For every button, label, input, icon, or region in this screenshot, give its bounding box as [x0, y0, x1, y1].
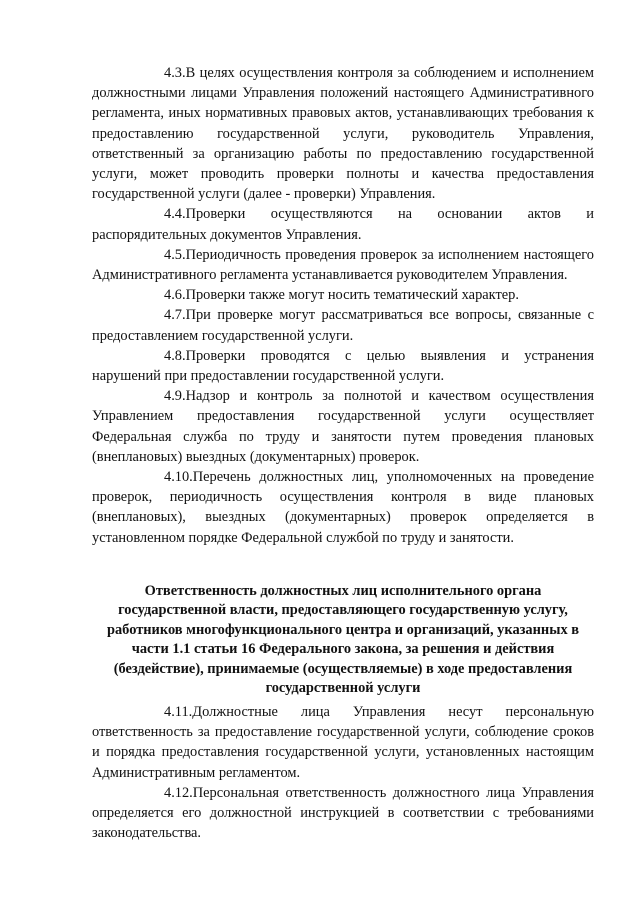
section-responsibility-paragraphs [92, 702, 594, 843]
paragraph-text: Периодичность проведения проверок за исполнением настоящего Административного регламента устанавливается руководителем Управления. [92, 246, 594, 284]
paragraph-4-12 [92, 783, 594, 844]
paragraph-text: Проверки осуществляются на основании актов и распорядительных документов Управления. [92, 206, 594, 243]
paragraph-number: 4.4. [164, 206, 186, 223]
paragraph-number: 4.8. [164, 347, 186, 364]
paragraph-number: 4.7. [164, 307, 186, 324]
paragraph-number: 4.11. [164, 704, 193, 720]
paragraph-text: Проверки проводятся с целью выявления и устранения нарушений при предоставлении государственной услуги. [92, 347, 594, 385]
paragraph-4-3 [92, 63, 594, 204]
paragraph-4-9 [92, 386, 594, 467]
paragraph-text: Перечень должностных лиц, уполномоченных на проведение проверок, периодичность осуществления контроля в виде плановых (внеплановых), выездных (документарных) проверок определяется в установленном порядке Федеральной службой по труду и занятости. [92, 469, 594, 546]
paragraph-4-6 [92, 285, 594, 305]
section-heading: Ответственность должностных лиц исполнительного органа государственной власти, предоставляющего государственную услугу, работников многофункционального центра и организаций, указанных в части 1.1 статьи 16 Федерального закона, за решения и действия (бездействие), принимаемые (осуществляемые) в ходе предоставления государственной услуги [106, 583, 580, 697]
paragraph-4-7 [92, 305, 594, 345]
paragraph-number: 4.3. [164, 65, 186, 81]
paragraph-text: Проверки также могут носить тематический характер. [185, 287, 519, 304]
paragraph-text: Надзор и контроль за полнотой и качеством осуществления Управлением предоставления государственной услуги осуществляет Федеральная служба по труду и занятости путем проведения плановых (внеплановых) выездных (документарных) проверок. [92, 388, 594, 465]
paragraph-text: В целях осуществления контроля за соблюдением и исполнением должностными лицами Управления положений настоящего Административного регламента, иных нормативных правовых актов, устанавливающих требования к предоставлению государственной услуги, руководитель Управления, ответственный за организацию работы по предоставлению государственной услуги, может проводить проверки полноты и качества предоставления государственной услуги (далее - проверки) Управления. [92, 65, 594, 203]
section-control-paragraphs [92, 63, 594, 548]
paragraph-number: 4.12. [164, 784, 193, 801]
paragraph-4-8 [92, 346, 594, 386]
paragraph-4-5 [92, 245, 594, 285]
paragraph-text: Персональная ответственность должностного лица Управления определяется его должностной инструкцией в соответствии с требованиями законодательства. [92, 784, 594, 842]
paragraph-text: При проверке могут рассматриваться все вопросы, связанные с предоставлением государственной услуги. [92, 307, 594, 344]
paragraph-text: Должностные лица Управления несут персональную ответственность за предоставление государственной услуги, соблюдение сроков и порядка предоставления государственной услуги, установленных настоящим Административным регламентом. [92, 704, 594, 781]
paragraph-number: 4.9. [164, 388, 186, 405]
paragraph-4-4 [92, 204, 594, 244]
paragraph-number: 4.10. [164, 469, 193, 486]
paragraph-number: 4.5. [164, 246, 186, 263]
paragraph-4-10 [92, 467, 594, 548]
paragraph-4-11 [92, 702, 594, 783]
paragraph-number: 4.6. [164, 287, 186, 304]
